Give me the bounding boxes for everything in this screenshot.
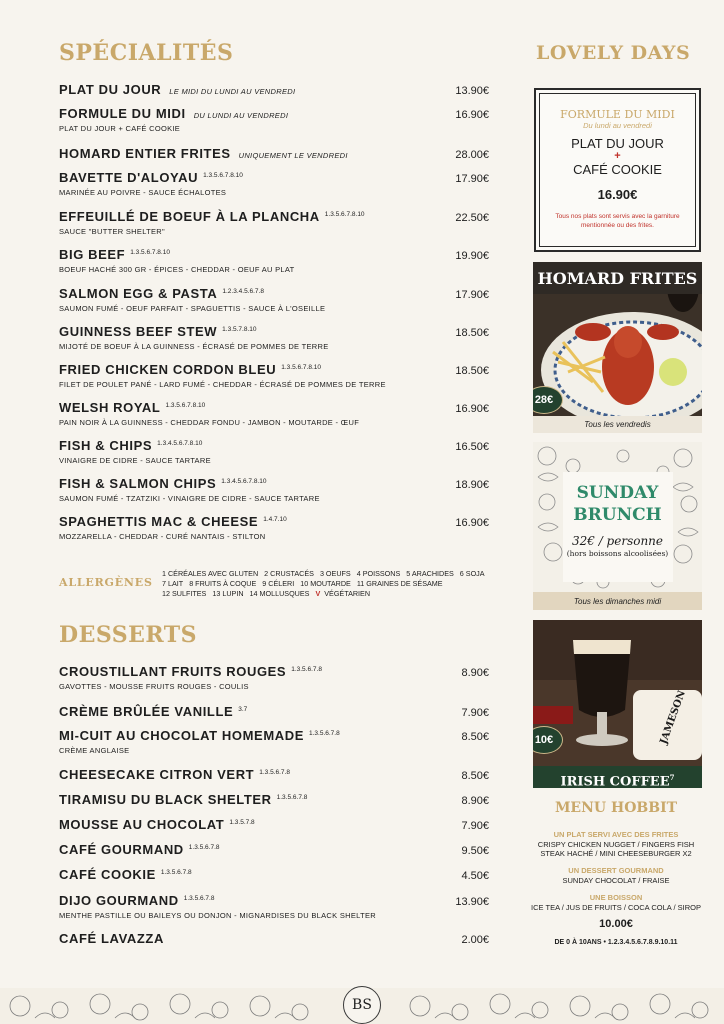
hobbit-plat <box>530 830 702 859</box>
vegetarian-icon: V <box>315 589 321 598</box>
formule-title: FORMULE DU MIDI <box>560 108 675 121</box>
brunch-card <box>533 442 702 610</box>
item-name: FORMULE DU MIDI <box>59 106 186 121</box>
menu-item <box>59 400 489 427</box>
homard-caption: Tous les vendredis <box>533 416 702 433</box>
hobbit-boisson <box>530 893 702 912</box>
item-allergens: 1.3.5.6.7.8 <box>183 895 215 902</box>
item-price: 16.50€ <box>455 441 489 453</box>
menu-item <box>59 146 489 161</box>
hobbit-boisson-desc: ICE TEA / JUS DE FRUITS / COCA COLA / SIROP <box>531 902 701 912</box>
hobbit-dessert <box>530 866 702 885</box>
item-name: CROUSTILLANT FRUITS ROUGES <box>59 664 287 679</box>
item-name: EFFEUILLÉ DE BOEUF À LA PLANCHA <box>59 209 320 224</box>
item-price: 13.90€ <box>455 85 489 97</box>
item-allergens: 1.3.5.6.7.8.10 <box>203 172 243 179</box>
menu-item <box>59 893 489 920</box>
item-name: BAVETTE D'ALOYAU <box>59 170 199 185</box>
item-name: CAFÉ LAVAZZA <box>59 931 164 946</box>
item-price: 8.50€ <box>461 770 489 782</box>
item-name: HOMARD ENTIER FRITES <box>59 146 231 161</box>
brunch-title-2: BRUNCH <box>573 505 662 525</box>
item-allergens: 1.3.5.6.7.8 <box>309 730 340 737</box>
menu-item <box>59 170 489 197</box>
item-description: BOEUF HACHÉ 300 GR - ÉPICES - CHEDDAR - OEUF AU PLAT <box>59 265 295 274</box>
menu-item <box>59 286 489 313</box>
item-price: 19.90€ <box>455 250 489 262</box>
homard-price-badge: 28€ <box>533 386 563 414</box>
item-description: FILET DE POULET PANÉ - LARD FUMÉ - CHEDDAR - ÉCRASÉ DE POMMES DE TERRE <box>59 380 386 389</box>
allergen-item: 3 OEUFS <box>319 569 351 578</box>
item-price: 18.90€ <box>455 479 489 491</box>
specialites-title: SPÉCIALITÉS <box>59 40 234 66</box>
allergen-item: 10 MOUTARDE <box>300 579 351 588</box>
brunch-caption: Tous les dimanches midi <box>533 592 702 610</box>
item-allergens: 1.3.5.6.7.8.10 <box>130 249 170 256</box>
item-name: WELSH ROYAL <box>59 400 161 415</box>
item-allergens: 1.3.5.6.7.8.10 <box>165 402 206 409</box>
brunch-note: (hors boissons alcoolisées) <box>566 549 669 558</box>
item-note: DU LUNDI AU VENDREDI <box>193 111 289 120</box>
allergen-item: 12 SULFITES <box>162 589 207 598</box>
item-allergens: 1.3.4.5.6.7.8.10 <box>157 440 203 447</box>
item-description: SAUCE "BUTTER SHELTER" <box>59 227 165 236</box>
item-allergens: 1.3.5.6.7.8 <box>291 666 322 673</box>
hobbit-boisson-title: UNE BOISSON <box>589 893 643 902</box>
allergen-item: 2 CRUSTACÉS <box>264 569 314 578</box>
item-note: UNIQUEMENT LE VENDREDI <box>238 151 348 160</box>
item-name: MI-CUIT AU CHOCOLAT HOMEMADE <box>59 728 304 743</box>
item-price: 18.50€ <box>455 365 489 377</box>
item-allergens: 3.7 <box>238 706 248 713</box>
allergen-item: 14 MOLLUSQUES <box>249 589 310 598</box>
hobbit-plat-desc: CRISPY CHICKEN NUGGET / FINGERS FISH STEAK HACHÉ / MINI CHEESEBURGER X2 <box>537 839 695 858</box>
item-name: BIG BEEF <box>59 247 126 262</box>
item-description: PLAT DU JOUR + CAFÉ COOKIE <box>59 124 181 133</box>
item-allergens: 1.3.5.6.7.8 <box>259 769 290 776</box>
item-allergens: 1.3.5.6.7.8 <box>276 794 308 801</box>
item-price: 8.90€ <box>461 795 489 807</box>
menu-item <box>59 931 489 946</box>
item-price: 7.90€ <box>461 707 489 719</box>
item-description: CRÈME ANGLAISE <box>59 746 130 755</box>
item-name: SALMON EGG & PASTA <box>59 286 218 301</box>
allergen-item: 8 FRUITS À COQUE <box>189 579 257 588</box>
item-price: 8.50€ <box>461 731 489 743</box>
item-name: DIJO GOURMAND <box>59 893 179 908</box>
hobbit-age: DE 0 À 10ANS • 1.2.3.4.5.6.7.8.9.10.11 <box>554 939 678 946</box>
item-price: 8.90€ <box>461 667 489 679</box>
desserts-title: DESSERTS <box>59 622 198 648</box>
menu-item <box>59 867 489 882</box>
item-allergens: 1.3.4.5.6.7.8.10 <box>221 478 267 485</box>
item-price: 2.00€ <box>461 934 489 946</box>
formule-line1: PLAT DU JOUR <box>571 136 664 151</box>
item-price: 16.90€ <box>455 109 489 121</box>
hobbit-title: MENU HOBBIT <box>554 800 678 816</box>
allergenes-title: ALLERGÈNES <box>59 576 153 589</box>
item-name: SPAGHETTIS MAC & CHEESE <box>59 514 259 529</box>
item-price: 16.90€ <box>455 403 489 415</box>
brunch-price: 32€ / personne <box>571 534 664 548</box>
item-name: CAFÉ GOURMAND <box>59 842 184 857</box>
item-description: MENTHE PASTILLE OU BAILEYS OU DONJON - MIGNARDISES DU BLACK SHELTER <box>59 911 376 920</box>
bs-logo: BS <box>343 986 381 1024</box>
hobbit-dessert-desc: SUNDAY CHOCOLAT / FRAISE <box>562 875 670 885</box>
allergen-item: 7 LAIT <box>162 579 184 588</box>
item-note: LE MIDI DU LUNDI AU VENDREDI <box>169 87 296 96</box>
item-description: MARINÉE AU POIVRE - SAUCE ÉCHALOTES <box>59 188 227 197</box>
item-price: 13.90€ <box>455 896 489 908</box>
hobbit-price: 10.00€ <box>599 918 633 930</box>
irish-coffee-allergens: 7 <box>669 773 675 782</box>
formule-line2: CAFÉ COOKIE <box>573 162 662 177</box>
item-allergens: 1.2.3.4.5.6.7.8 <box>222 288 264 295</box>
menu-item <box>59 209 489 236</box>
item-allergens: 1.3.5.7.8 <box>229 819 255 826</box>
item-allergens: 1.3.5.6.7.8.10 <box>324 211 365 218</box>
item-price: 22.50€ <box>455 212 489 224</box>
allergenes-list <box>162 569 492 599</box>
item-price: 4.50€ <box>461 870 489 882</box>
item-description: MIJOTÉ DE BOEUF À LA GUINNESS - ÉCRASÉ DE POMMES DE TERRE <box>59 342 329 351</box>
menu-item <box>59 362 489 389</box>
item-name: CHEESECAKE CITRON VERT <box>59 767 255 782</box>
item-price: 7.90€ <box>461 820 489 832</box>
item-description: SAUMON FUMÉ - OEUF PARFAIT - SPAGUETTIS - SAUCE À L'OSEILLE <box>59 304 326 313</box>
menu-item <box>59 817 489 832</box>
item-name: FRIED CHICKEN CORDON BLEU <box>59 362 277 377</box>
homard-card <box>533 262 702 433</box>
lovely-days-title: LOVELY DAYS <box>536 42 691 64</box>
item-allergens: 1.4.7.10 <box>263 516 287 523</box>
item-name: MOUSSE AU CHOCOLAT <box>59 817 225 832</box>
item-name: PLAT DU JOUR <box>59 82 162 97</box>
item-description: MOZZARELLA - CHEDDAR - CURÉ NANTAIS - STILTON <box>59 532 266 541</box>
item-allergens: 1.3.5.6.7.8 <box>188 844 220 851</box>
hobbit-dessert-title: UN DESSERT GOURMAND <box>568 866 664 875</box>
item-price: 28.00€ <box>455 149 489 161</box>
vegetarian-label: VÉGÉTARIEN <box>324 589 371 598</box>
item-name: FISH & SALMON CHIPS <box>59 476 217 491</box>
item-description: PAIN NOIR À LA GUINNESS - CHEDDAR FONDU - JAMBON - MOUTARDE - ŒUF <box>59 418 360 427</box>
menu-item <box>59 767 489 782</box>
item-allergens: 1.3.5.6.7.8 <box>160 869 192 876</box>
formule-plus: + <box>614 150 621 162</box>
allergen-item: 9 CÉLERI <box>262 579 295 588</box>
item-allergens: 1.3.5.6.7.8.10 <box>281 364 321 371</box>
menu-item <box>59 792 489 807</box>
item-description: SAUMON FUMÉ - TZATZIKI - VINAIGRE DE CIDRE - SAUCE TARTARE <box>59 494 320 503</box>
menu-item <box>59 514 489 541</box>
allergen-item: 13 LUPIN <box>212 589 244 598</box>
item-name: CAFÉ COOKIE <box>59 867 156 882</box>
allergen-item: 5 ARACHIDES <box>406 569 454 578</box>
item-name: CRÈME BRÛLÉE VANILLE <box>59 704 234 719</box>
homard-title-band: HOMARD FRITES <box>533 262 702 294</box>
menu-item <box>59 82 489 97</box>
item-name: TIRAMISU DU BLACK SHELTER <box>59 792 272 807</box>
menu-item <box>59 728 489 755</box>
brunch-title-1: SUNDAY <box>576 483 659 503</box>
item-price: 17.90€ <box>455 173 489 185</box>
allergen-item: 4 POISSONS <box>356 569 401 578</box>
irish-coffee-title-band <box>533 766 702 788</box>
item-name: GUINNESS BEEF STEW <box>59 324 218 339</box>
menu-item <box>59 106 489 133</box>
menu-item <box>59 704 489 719</box>
item-price: 17.90€ <box>455 289 489 301</box>
menu-item <box>59 324 489 351</box>
irish-price-badge: 10€ <box>533 726 563 754</box>
formule-price: 16.90€ <box>597 187 638 202</box>
irish-coffee-title: IRISH COFFEE <box>560 774 670 788</box>
item-price: 9.50€ <box>461 845 489 857</box>
menu-item <box>59 664 489 691</box>
formule-note: Tous nos plats sont servis avec la garniture mentionnée ou des frites. <box>555 213 680 229</box>
menu-item <box>59 438 489 465</box>
item-description: VINAIGRE DE CIDRE - SAUCE TARTARE <box>59 456 211 465</box>
menu-item <box>59 476 489 503</box>
formule-card <box>534 88 701 252</box>
irish-coffee-card <box>533 620 702 788</box>
allergen-item: 11 GRAINES DE SÉSAME <box>356 579 443 588</box>
allergen-item: 1 CÉRÉALES AVEC GLUTEN <box>162 569 259 578</box>
item-description: GAVOTTES - MOUSSE FRUITS ROUGES - COULIS <box>59 682 249 691</box>
menu-item <box>59 247 489 274</box>
menu-item <box>59 842 489 857</box>
jameson-label: JAMESON <box>658 689 688 746</box>
item-price: 18.50€ <box>455 327 489 339</box>
formule-subtitle: Du lundi au vendredi <box>583 121 652 130</box>
item-price: 16.90€ <box>455 517 489 529</box>
allergen-item: 6 SOJA <box>459 569 485 578</box>
item-allergens: 1.3.5.7.8.10 <box>222 326 257 333</box>
hobbit-plat-title: UN PLAT SERVI AVEC DES FRITES <box>553 830 679 839</box>
item-name: FISH & CHIPS <box>59 438 153 453</box>
